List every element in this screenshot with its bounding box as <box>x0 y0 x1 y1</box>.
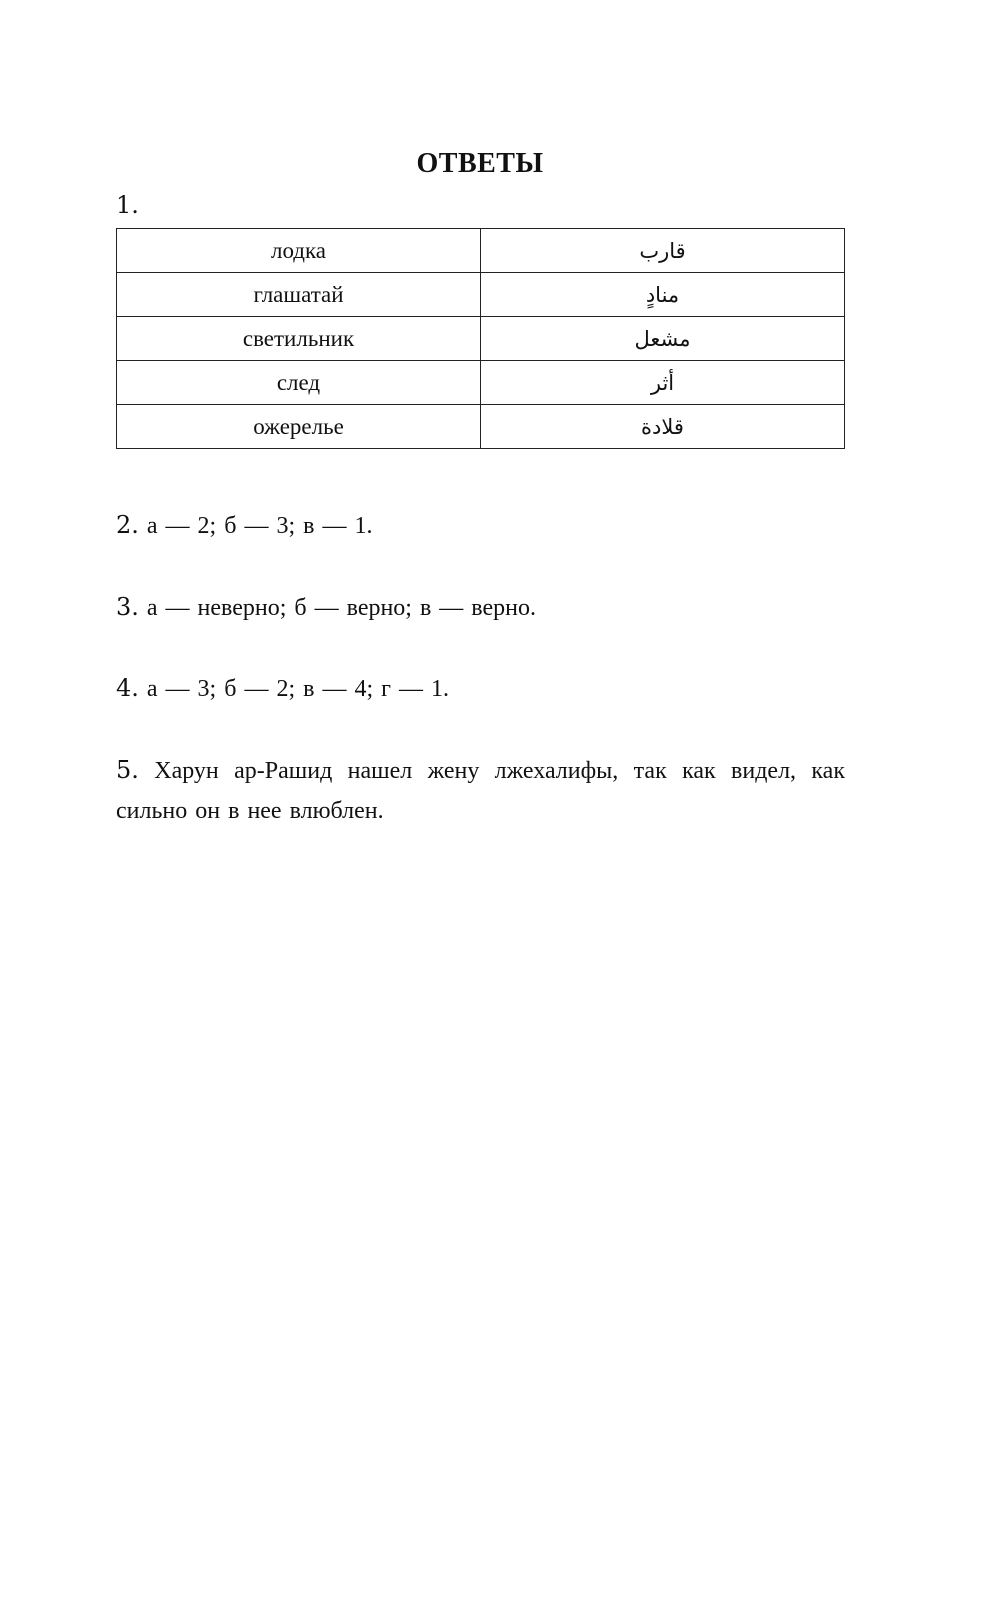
vocabulary-table <box>116 228 845 449</box>
answer-2 <box>116 505 845 546</box>
answer-text: а — 3; б — 2; в — 4; г — 1. <box>146 676 449 702</box>
table-row <box>117 405 845 449</box>
answer-number: 2. <box>116 511 139 539</box>
answer-text: а — неверно; б — верно; в — верно. <box>146 595 536 621</box>
arabic-word: مشعل <box>481 317 845 361</box>
answer-text: Харун ар-Рашид нашел жену лжехалифы, так как видел, как сильно он в нее влюблен. <box>116 758 845 824</box>
russian-word: лодка <box>117 229 481 273</box>
russian-word: светильник <box>117 317 481 361</box>
question-1-number: 1. <box>116 191 139 219</box>
answer-number: 4. <box>116 674 139 702</box>
answer-3 <box>116 587 845 628</box>
answer-number: 3. <box>116 593 139 621</box>
arabic-word: أثر <box>481 361 845 405</box>
russian-word: глашатай <box>117 273 481 317</box>
russian-word: след <box>117 361 481 405</box>
answer-text: а — 2; б — 3; в — 1. <box>146 513 373 539</box>
page-title: ОТВЕТЫ <box>416 148 544 179</box>
answer-4 <box>116 668 845 709</box>
arabic-word: قلادة <box>481 405 845 449</box>
answer-5 <box>116 750 845 831</box>
answer-number: 5. <box>116 756 139 784</box>
table-row <box>117 317 845 361</box>
russian-word: ожерелье <box>117 405 481 449</box>
table-row <box>117 273 845 317</box>
arabic-word: قارب <box>481 229 845 273</box>
table-row <box>117 229 845 273</box>
table-row <box>117 361 845 405</box>
arabic-word: منادٍ <box>481 273 845 317</box>
